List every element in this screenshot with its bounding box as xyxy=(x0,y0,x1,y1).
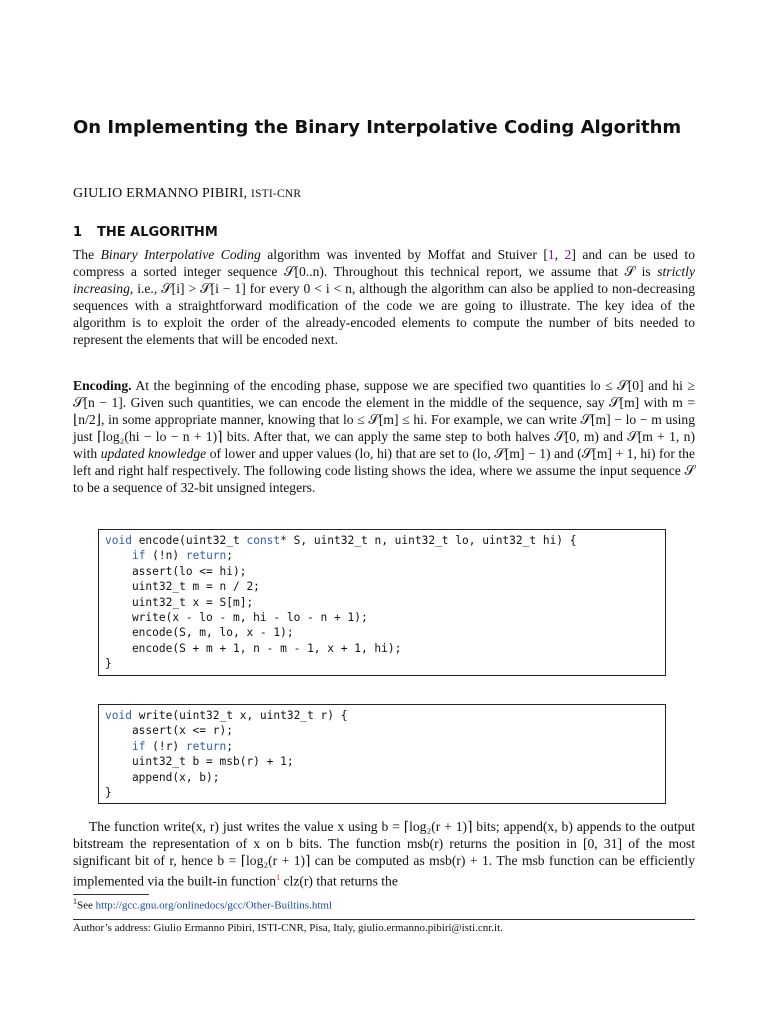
code-line: if (!r) return; xyxy=(131,739,234,753)
intro-text: The xyxy=(73,247,101,262)
code-line: } xyxy=(105,657,112,671)
footnote-marker[interactable]: 1 xyxy=(276,873,281,882)
code-line: encode(S + m + 1, n - m - 1, x + 1, hi); xyxy=(105,641,402,655)
author-line xyxy=(73,186,301,202)
code-line: append(x, b); xyxy=(105,770,220,784)
code-line: write(x - lo - m, hi - lo - n + 1); xyxy=(105,611,368,625)
code-line: void write(uint32_t x, uint32_t r) { xyxy=(105,709,348,722)
author-name: GIULIO ERMANNO PIBIRI, xyxy=(73,186,248,201)
encoding-text: of lower and upper values (lo, hi) that are set to (lo, 𝒮[m] − 1) and (𝒮[m] + 1, hi) for the left and right half respectively. The following code listing shows the idea, where we assume the input sequence 𝒮 to be a sequence of 32-bit unsigned integers. xyxy=(73,446,695,495)
intro-paragraph xyxy=(73,246,695,348)
author-address: Author’s address: Giulio Ermanno Pibiri, ISTI-CNR, Pisa, Italy, giulio.ermanno.pibiri@isti.cnr.it. xyxy=(73,922,503,934)
code-line: if (!n) return; xyxy=(131,549,234,563)
footnote-url-link[interactable]: http://gcc.gnu.org/onlinedocs/gcc/Other-Builtins.html xyxy=(95,899,332,912)
paper-title: On Implementing the Binary Interpolative Coding Algorithm xyxy=(73,117,682,138)
code-line: encode(S, m, lo, x - 1); xyxy=(105,626,294,640)
code-line: uint32_t b = msb(r) + 1; xyxy=(105,755,294,769)
code-line: uint32_t x = S[m]; xyxy=(105,595,254,609)
footnote-divider xyxy=(73,894,149,895)
footnote-text: See xyxy=(77,899,96,912)
section-title: THE ALGORITHM xyxy=(97,225,218,240)
encoding-lead: Encoding. xyxy=(73,378,132,393)
encoding-paragraph xyxy=(73,377,695,496)
intro-text: , xyxy=(554,247,565,262)
intro-emphasis: strictly increasing xyxy=(73,264,695,296)
author-affiliation: ISTI-CNR xyxy=(251,188,302,200)
code-listing-encode xyxy=(98,529,666,676)
intro-text: algorithm was invented by Moffat and Stuiver [ xyxy=(260,247,548,262)
intro-text: ] and can be used to compress a sorted integer sequence 𝒮[0..n). Throughout this technical report, we assume that 𝒮 is xyxy=(73,247,696,279)
code-line: assert(x <= r); xyxy=(105,724,233,738)
encoding-text: At the beginning of the encoding phase, suppose we are specified two quantities lo ≤ 𝒮[0] and hi ≥ 𝒮[n − 1]. Given such quantities, we can encode the element in the middle of the sequence, say 𝒮[m] with m = ⌊n/2⌋, in some appropriate manner, knowing that lo ≤ 𝒮[m] ≤ hi. For example, we can write 𝒮[m] − lo − m using just ⌈log₂(hi − lo − n + 1)⌉ bits. After that, we can apply the same step to both halves 𝒮[0, m) and 𝒮[m + 1, n) with xyxy=(73,378,695,461)
write-text: clz(r) that returns the xyxy=(280,873,398,889)
intro-text: , i.e., 𝒮[i] > 𝒮[i − 1] for every 0 < i < n, although the algorithm can also be applied to non-decreasing sequences with a straightforward modification of the code we are going to illustrate. The key idea of the algorithm is to exploit the order of the already-encoded elements to compute the number of bits needed to represent the elements that will be encoded next. xyxy=(73,281,695,347)
code-line: uint32_t m = n / 2; xyxy=(105,580,260,594)
address-divider xyxy=(73,919,695,920)
encoding-emphasis: updated knowledge xyxy=(100,446,207,461)
code-listing-write xyxy=(98,704,666,804)
footnote xyxy=(73,897,332,912)
write-text: The function write(x, r) just writes the value x using b = ⌈log₂(r + 1)⌉ bits; append(x, b) appends to the output bitstream the representation of x on b bits. The function msb(r) returns the position in [0, 31] of the most significant bit of r, hence b = ⌈log₂(r + 1)⌉ can be computed as msb(r) + 1. The msb function can be efficiently implemented via the built-in function xyxy=(73,819,695,889)
section-number: 1 xyxy=(73,225,83,240)
code-line: void encode(uint32_t const* S, uint32_t n, uint32_t lo, uint32_t hi) { xyxy=(105,534,577,547)
section-heading xyxy=(73,225,218,240)
intro-emphasis: Binary Interpolative Coding xyxy=(100,247,261,262)
citation-link[interactable]: 2 xyxy=(564,247,572,262)
citation-link[interactable]: 1 xyxy=(547,247,555,262)
code-line: } xyxy=(105,786,112,800)
code-line: assert(lo <= hi); xyxy=(105,564,247,578)
write-function-paragraph xyxy=(73,818,695,890)
footnote-number: 1 xyxy=(73,897,77,906)
